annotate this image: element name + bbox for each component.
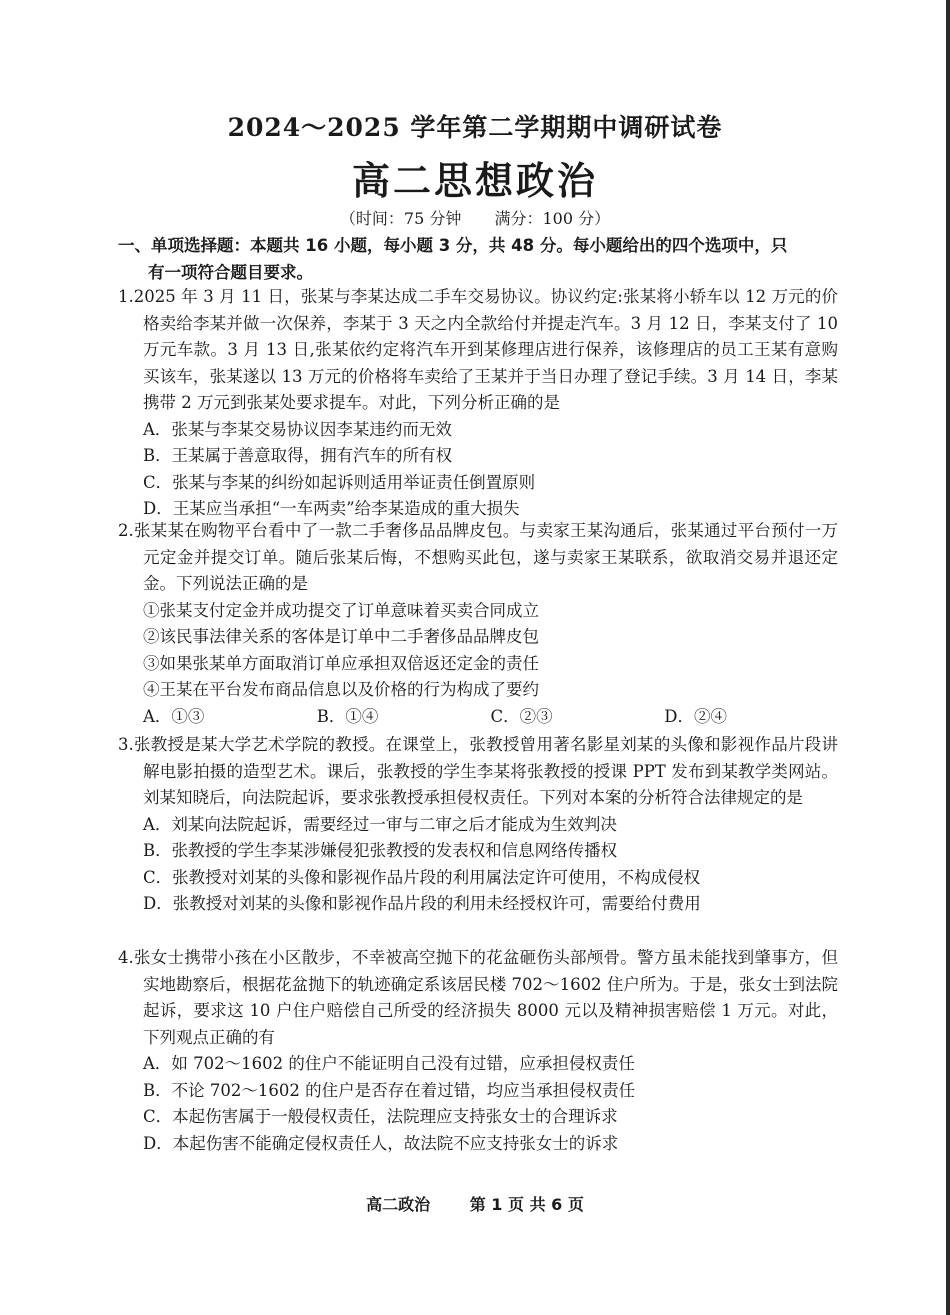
footer-page-number: 第 1 页 共 6 页 <box>469 1195 584 1214</box>
section-heading <box>118 232 838 286</box>
question-1 <box>118 284 838 523</box>
section-heading-line2: 有一项符合题目要求。 <box>148 263 313 282</box>
question-2 <box>118 518 838 730</box>
option-a: A．刘某向法院起诉，需要经过一审与二审之后才能成为生效判决 <box>143 814 617 834</box>
options-row <box>118 704 838 731</box>
option-d: D．王某应当承担“一车两卖”给李某造成的重大损失 <box>143 499 520 518</box>
question-stem: 3.张教授是某大学艺术学院的教授。在课堂上，张教授曾用著名影星刘某的头像和影视作品片段讲解电影拍摄的造型艺术。课后，张教授的学生李某将张教授的授课 PPT 发布到某教学类网站。刘某知晓后，向法院起诉，要求张教授承担侵权责任。下列对本案的分析符合法律规定的是 <box>118 735 838 807</box>
statement-4: ④王某在平台发布商品信息以及价格的行为构成了要约 <box>143 680 539 699</box>
option-b: B．王某属于善意取得，拥有汽车的所有权 <box>143 446 453 465</box>
subject-title: 高二思想政治 <box>351 158 598 203</box>
question-3 <box>118 732 838 918</box>
option-c: C．张某与李某的纠纷如起诉则适用举证责任倒置原则 <box>143 472 536 492</box>
option-c: C．②③ <box>490 706 553 726</box>
option-d: D．②④ <box>664 706 727 726</box>
option-d: D．张教授对刘某的头像和影视作品片段的利用未经授权许可，需要给付费用 <box>143 894 701 913</box>
statement-3: ③如果张某单方面取消订单应承担双倍返还定金的责任 <box>143 653 539 673</box>
option-b: B．张教授的学生李某涉嫌侵犯张教授的发表权和信息网络传播权 <box>143 841 618 860</box>
option-d: D．本起伤害不能确定侵权责任人，故法院不应支持张女士的诉求 <box>143 1133 619 1153</box>
footer-subject: 高二政治 <box>366 1195 431 1214</box>
question-stem: 4.张女士携带小孩在小区散步，不幸被高空抛下的花盆砸伤头部颅骨。警方虽未能找到肇事方，但实地勘察后，根据花盆抛下的轨迹确定系该居民楼 702～1602 住户所为。于是，张女士到法院起诉，要求这 10 户住户赔偿自己所受的经济损失 8000 元以及精神损害赔偿 1 万元。对此，下列观点正确的有 <box>118 948 838 1047</box>
option-c: C．本起伤害属于一般侵权责任，法院理应支持张女士的合理诉求 <box>143 1107 618 1126</box>
exam-score: 满分：100 分） <box>494 209 611 228</box>
statement-1: ①张某支付定金并成功提交了订单意味着买卖合同成立 <box>143 600 539 620</box>
question-stem: 2.张某某在购物平台看中了一款二手奢侈品品牌皮包。与卖家王某沟通后，张某通过平台预付一万元定金并提交订单。随后张某后悔，不想购买此包，遂与卖家王某联系，欲取消交易并退还定金。下列说法正确的是 <box>118 521 838 593</box>
exam-title: 2024～2025 学年第二学期期中调研试卷 <box>227 113 723 142</box>
option-b: B．①④ <box>316 706 379 726</box>
option-a: A．如 702～1602 的住户不能证明自己没有过错，应承担侵权责任 <box>143 1054 635 1073</box>
exam-meta <box>0 206 950 229</box>
section-heading-line1: 一、单项选择题：本题共 16 小题，每小题 3 分，共 48 分。每小题给出的四个选项中，只 <box>118 236 788 255</box>
page-footer <box>0 1192 950 1215</box>
option-c: C．张教授对刘某的头像和影视作品片段的利用属法定许可使用，不构成侵权 <box>143 867 701 887</box>
option-a: A．张某与李某交易协议因李某违约而无效 <box>143 419 452 439</box>
exam-time: （时间：75 分钟 <box>339 209 462 228</box>
statement-2: ②该民事法律关系的客体是订单中二手奢侈品品牌皮包 <box>143 627 539 646</box>
question-stem: 1.2025 年 3 月 11 日，张某与李某达成二手车交易协议。协议约定:张某将小轿车以 12 万元的价格卖给李某并做一次保养，李某于 3 天之内全款给付并提走汽车。3 月 12 日，李某支付了 10 万元车款。3 月 13 日,张某依约定将汽车开到某修理店进行保养，该修理店的员工王某有意购买该车，张某遂以 13 万元的价格将车卖给了王某并于当日办理了登记手续。3 月 14 日，李某携带 2 万元到张某处要求提车。对此，下列分析正确的是 <box>118 287 838 412</box>
option-b: B．不论 702～1602 的住户是否存在着过错，均应当承担侵权责任 <box>143 1080 636 1100</box>
option-a: A．①③ <box>143 706 205 726</box>
question-4 <box>118 945 838 1157</box>
